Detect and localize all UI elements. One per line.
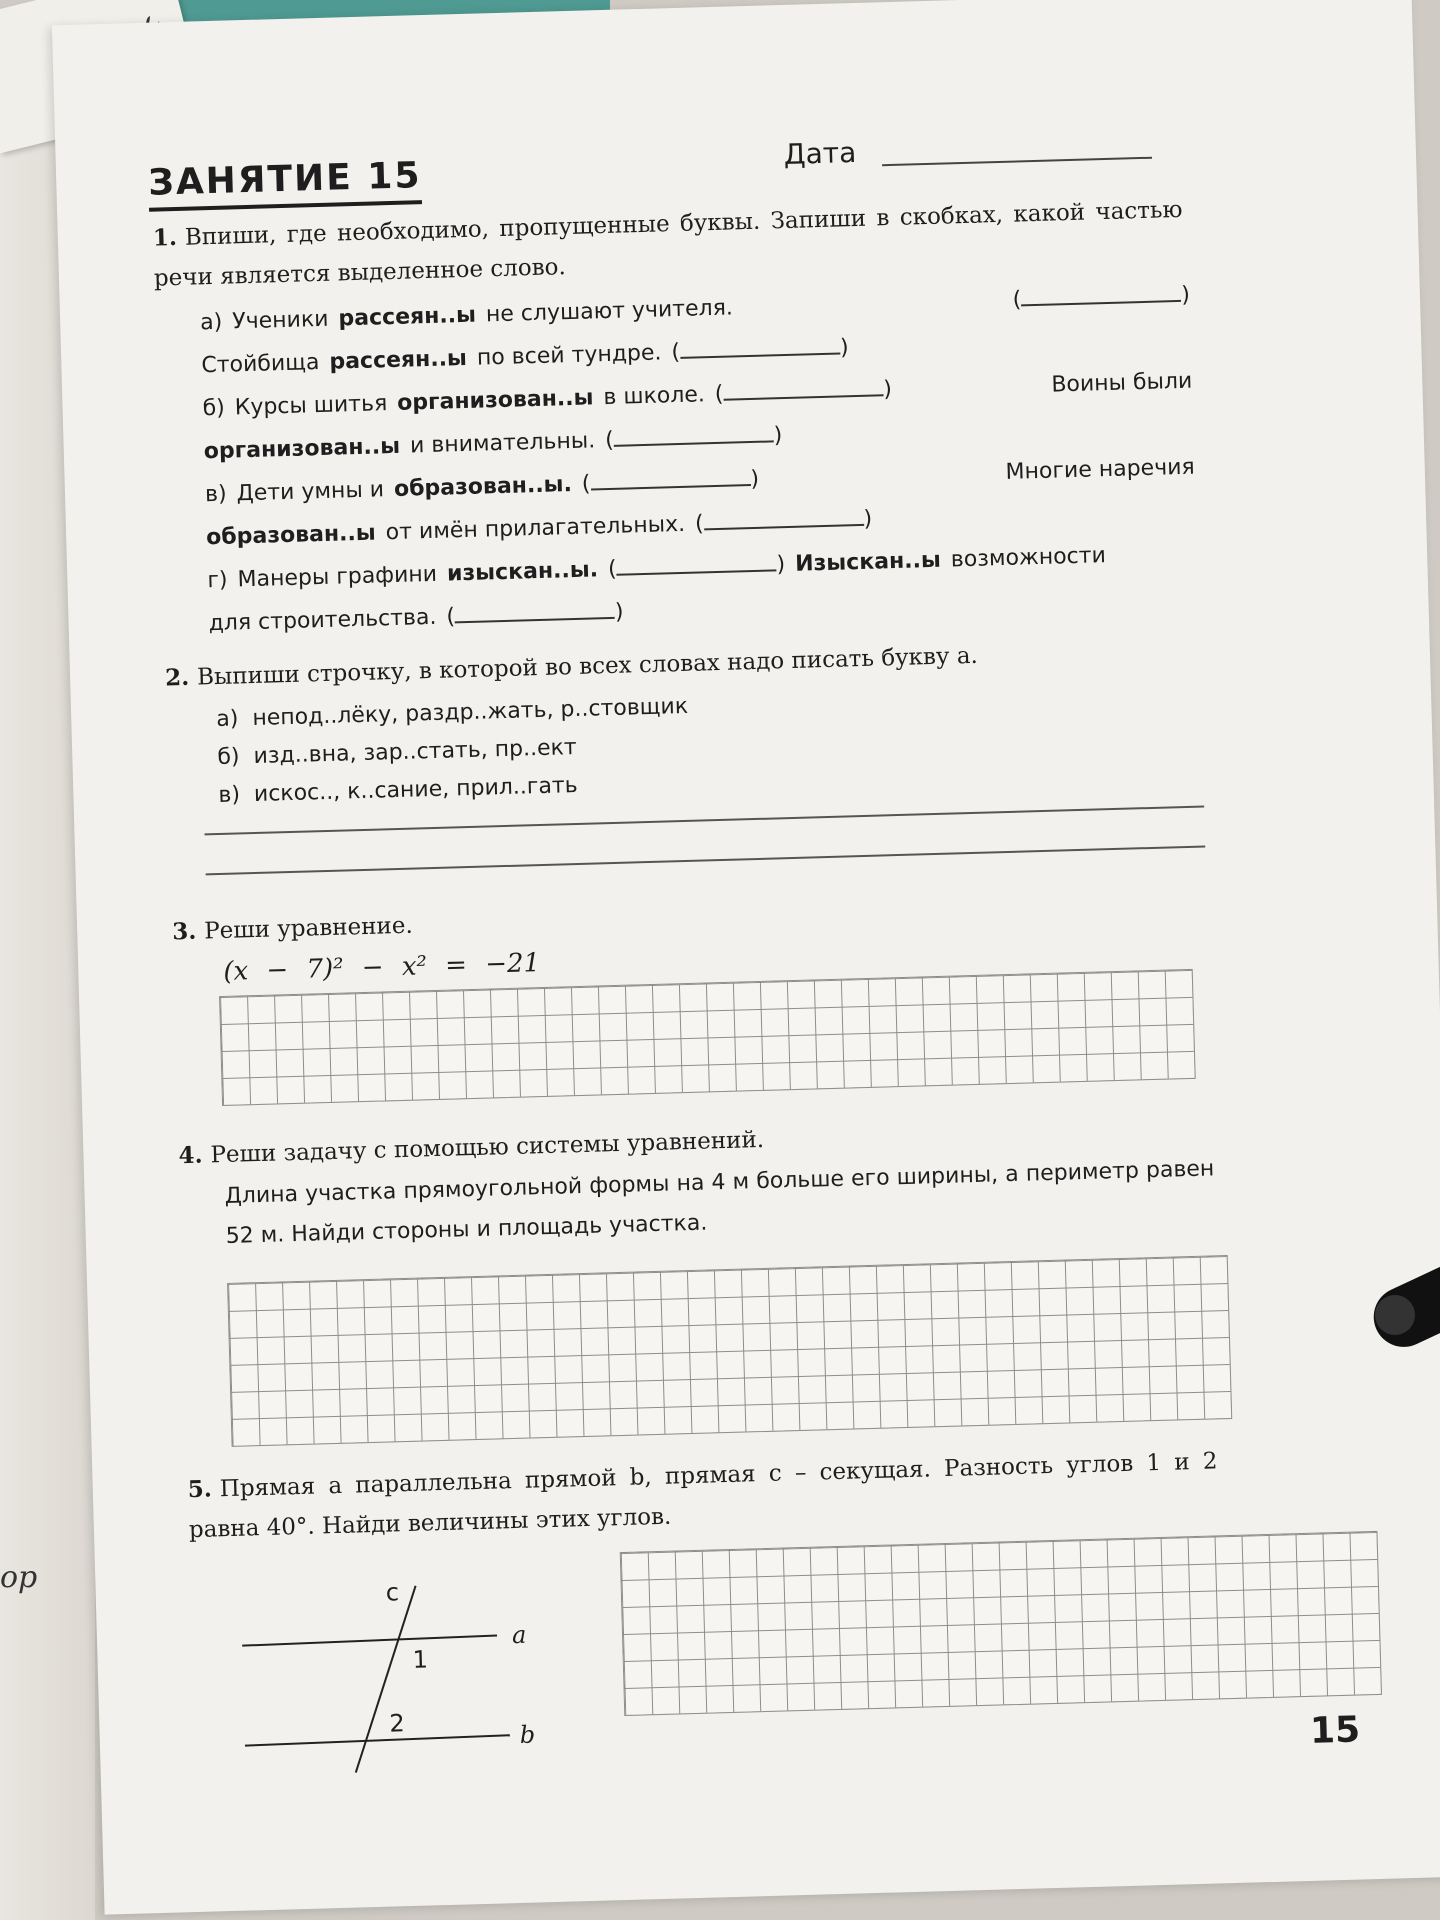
task-4-problem: Длина участка прямоугольной формы на 4 м больше его ширины, а периметр равен 52 м. Найди стороны и площадь участка. bbox=[224, 1156, 1215, 1249]
answer-blank[interactable]: ( ) bbox=[694, 498, 872, 546]
task-text: Выпиши строчку, в которой во всех словах надо писать букву а. bbox=[196, 642, 979, 691]
answer-blank[interactable]: ( ) bbox=[607, 543, 785, 591]
workbook-page bbox=[52, 0, 1440, 1915]
task-text: Реши задачу с помощью системы уравнений. bbox=[210, 1126, 765, 1169]
task-2-options bbox=[216, 688, 691, 815]
page-number: 15 bbox=[1309, 1709, 1361, 1752]
sentence-text: Ученики bbox=[231, 306, 329, 335]
task-text: Впиши, где необходимо, пропущенные буквы. Запиши в скобках, какой частью речи является выделенное слово. bbox=[153, 196, 1183, 292]
lesson-title: ЗАНЯТИЕ 15 bbox=[148, 155, 422, 212]
pen-tip bbox=[1375, 1295, 1415, 1335]
option-label: в) bbox=[218, 782, 241, 808]
angle-1-label: 1 bbox=[412, 1645, 429, 1674]
sentence-text: Стойбища bbox=[201, 350, 320, 379]
item-label: г) bbox=[207, 567, 228, 594]
sentence-text: для строительства. bbox=[208, 604, 437, 637]
label-a: a bbox=[511, 1620, 527, 1650]
parallel-lines-figure bbox=[235, 1572, 540, 1780]
item-label: б) bbox=[202, 395, 226, 422]
line-b bbox=[245, 1735, 510, 1745]
sentence-text: от имён прилагательных. bbox=[385, 511, 686, 546]
margin-note: ор bbox=[0, 1560, 38, 1595]
option-text: искос.., к..сание, прил..гать bbox=[253, 772, 579, 808]
task-number: 5. bbox=[187, 1475, 213, 1504]
option-text: непод..лёку, раздр..жать, р..стовщик bbox=[252, 693, 689, 732]
line-c bbox=[351, 1586, 421, 1773]
sentence-text: и внимательны. bbox=[409, 428, 596, 459]
sentence-text: возможности bbox=[950, 543, 1107, 573]
sentence-text: по всей тундре. bbox=[476, 340, 662, 371]
highlighted-word: образован..ы. bbox=[393, 472, 573, 502]
task-3-answer-grid[interactable] bbox=[219, 969, 1196, 1106]
sentence-text: Курсы шитья bbox=[234, 391, 388, 421]
task-text: Прямая a параллельна прямой b, прямая c – секущая. Разность углов 1 и 2 равна 40°. Найди величины этих углов. bbox=[188, 1448, 1218, 1544]
task-3-prompt bbox=[172, 884, 1203, 953]
equation: (x − 7)² − x² = −21 bbox=[222, 948, 541, 987]
task-text: Реши уравнение. bbox=[203, 912, 414, 945]
angle-2-label: 2 bbox=[389, 1709, 406, 1738]
sentence-text: Воины были bbox=[1051, 368, 1193, 398]
option-label: а) bbox=[215, 706, 239, 733]
answer-blank[interactable]: ( ) bbox=[1012, 274, 1190, 322]
answer-blank[interactable]: ( ) bbox=[581, 458, 759, 506]
task-1-lines bbox=[200, 274, 1199, 646]
date-label: Дата bbox=[783, 135, 857, 171]
answer-blank[interactable]: ( ) bbox=[446, 591, 624, 639]
task-4-answer-grid[interactable] bbox=[227, 1255, 1232, 1447]
item-label: а) bbox=[199, 309, 223, 336]
task-number: 4. bbox=[178, 1141, 203, 1170]
sentence-text: в школе. bbox=[603, 382, 706, 411]
highlighted-word: организован..ы bbox=[203, 433, 401, 465]
task-2-answer-line[interactable] bbox=[206, 845, 1206, 875]
highlighted-word: рассеян..ы bbox=[329, 345, 468, 375]
task-number: 3. bbox=[171, 917, 197, 946]
highlighted-word: изыскан..ы. bbox=[446, 557, 599, 587]
label-c: c bbox=[385, 1578, 400, 1607]
option-label: б) bbox=[217, 744, 240, 771]
highlighted-word: организован..ы bbox=[396, 385, 594, 416]
line-a bbox=[242, 1636, 497, 1646]
highlighted-word: образован..ы bbox=[205, 520, 377, 551]
highlighted-word: рассеян..ы bbox=[338, 302, 477, 332]
task-5-answer-grid[interactable] bbox=[620, 1531, 1382, 1716]
sentence-text: не слушают учителя. bbox=[485, 295, 734, 328]
highlighted-word: Изыскан..ы bbox=[794, 547, 942, 577]
answer-blank[interactable]: ( ) bbox=[671, 326, 849, 374]
sentence-text: Дети умны и bbox=[236, 477, 385, 507]
sentence-text: Манеры графини bbox=[237, 561, 438, 593]
answer-blank[interactable]: ( ) bbox=[714, 368, 892, 416]
answer-blank[interactable]: ( ) bbox=[605, 414, 783, 462]
task-5-prompt bbox=[187, 1441, 1219, 1550]
item-label: в) bbox=[204, 481, 227, 508]
date-field[interactable] bbox=[882, 157, 1152, 167]
task-number: 2. bbox=[164, 663, 190, 692]
label-b: b bbox=[519, 1720, 536, 1749]
option-text: изд..вна, зар..стать, пр..ект bbox=[253, 734, 578, 770]
sentence-text: Многие наречия bbox=[1005, 454, 1196, 485]
task-number: 1. bbox=[152, 223, 178, 252]
